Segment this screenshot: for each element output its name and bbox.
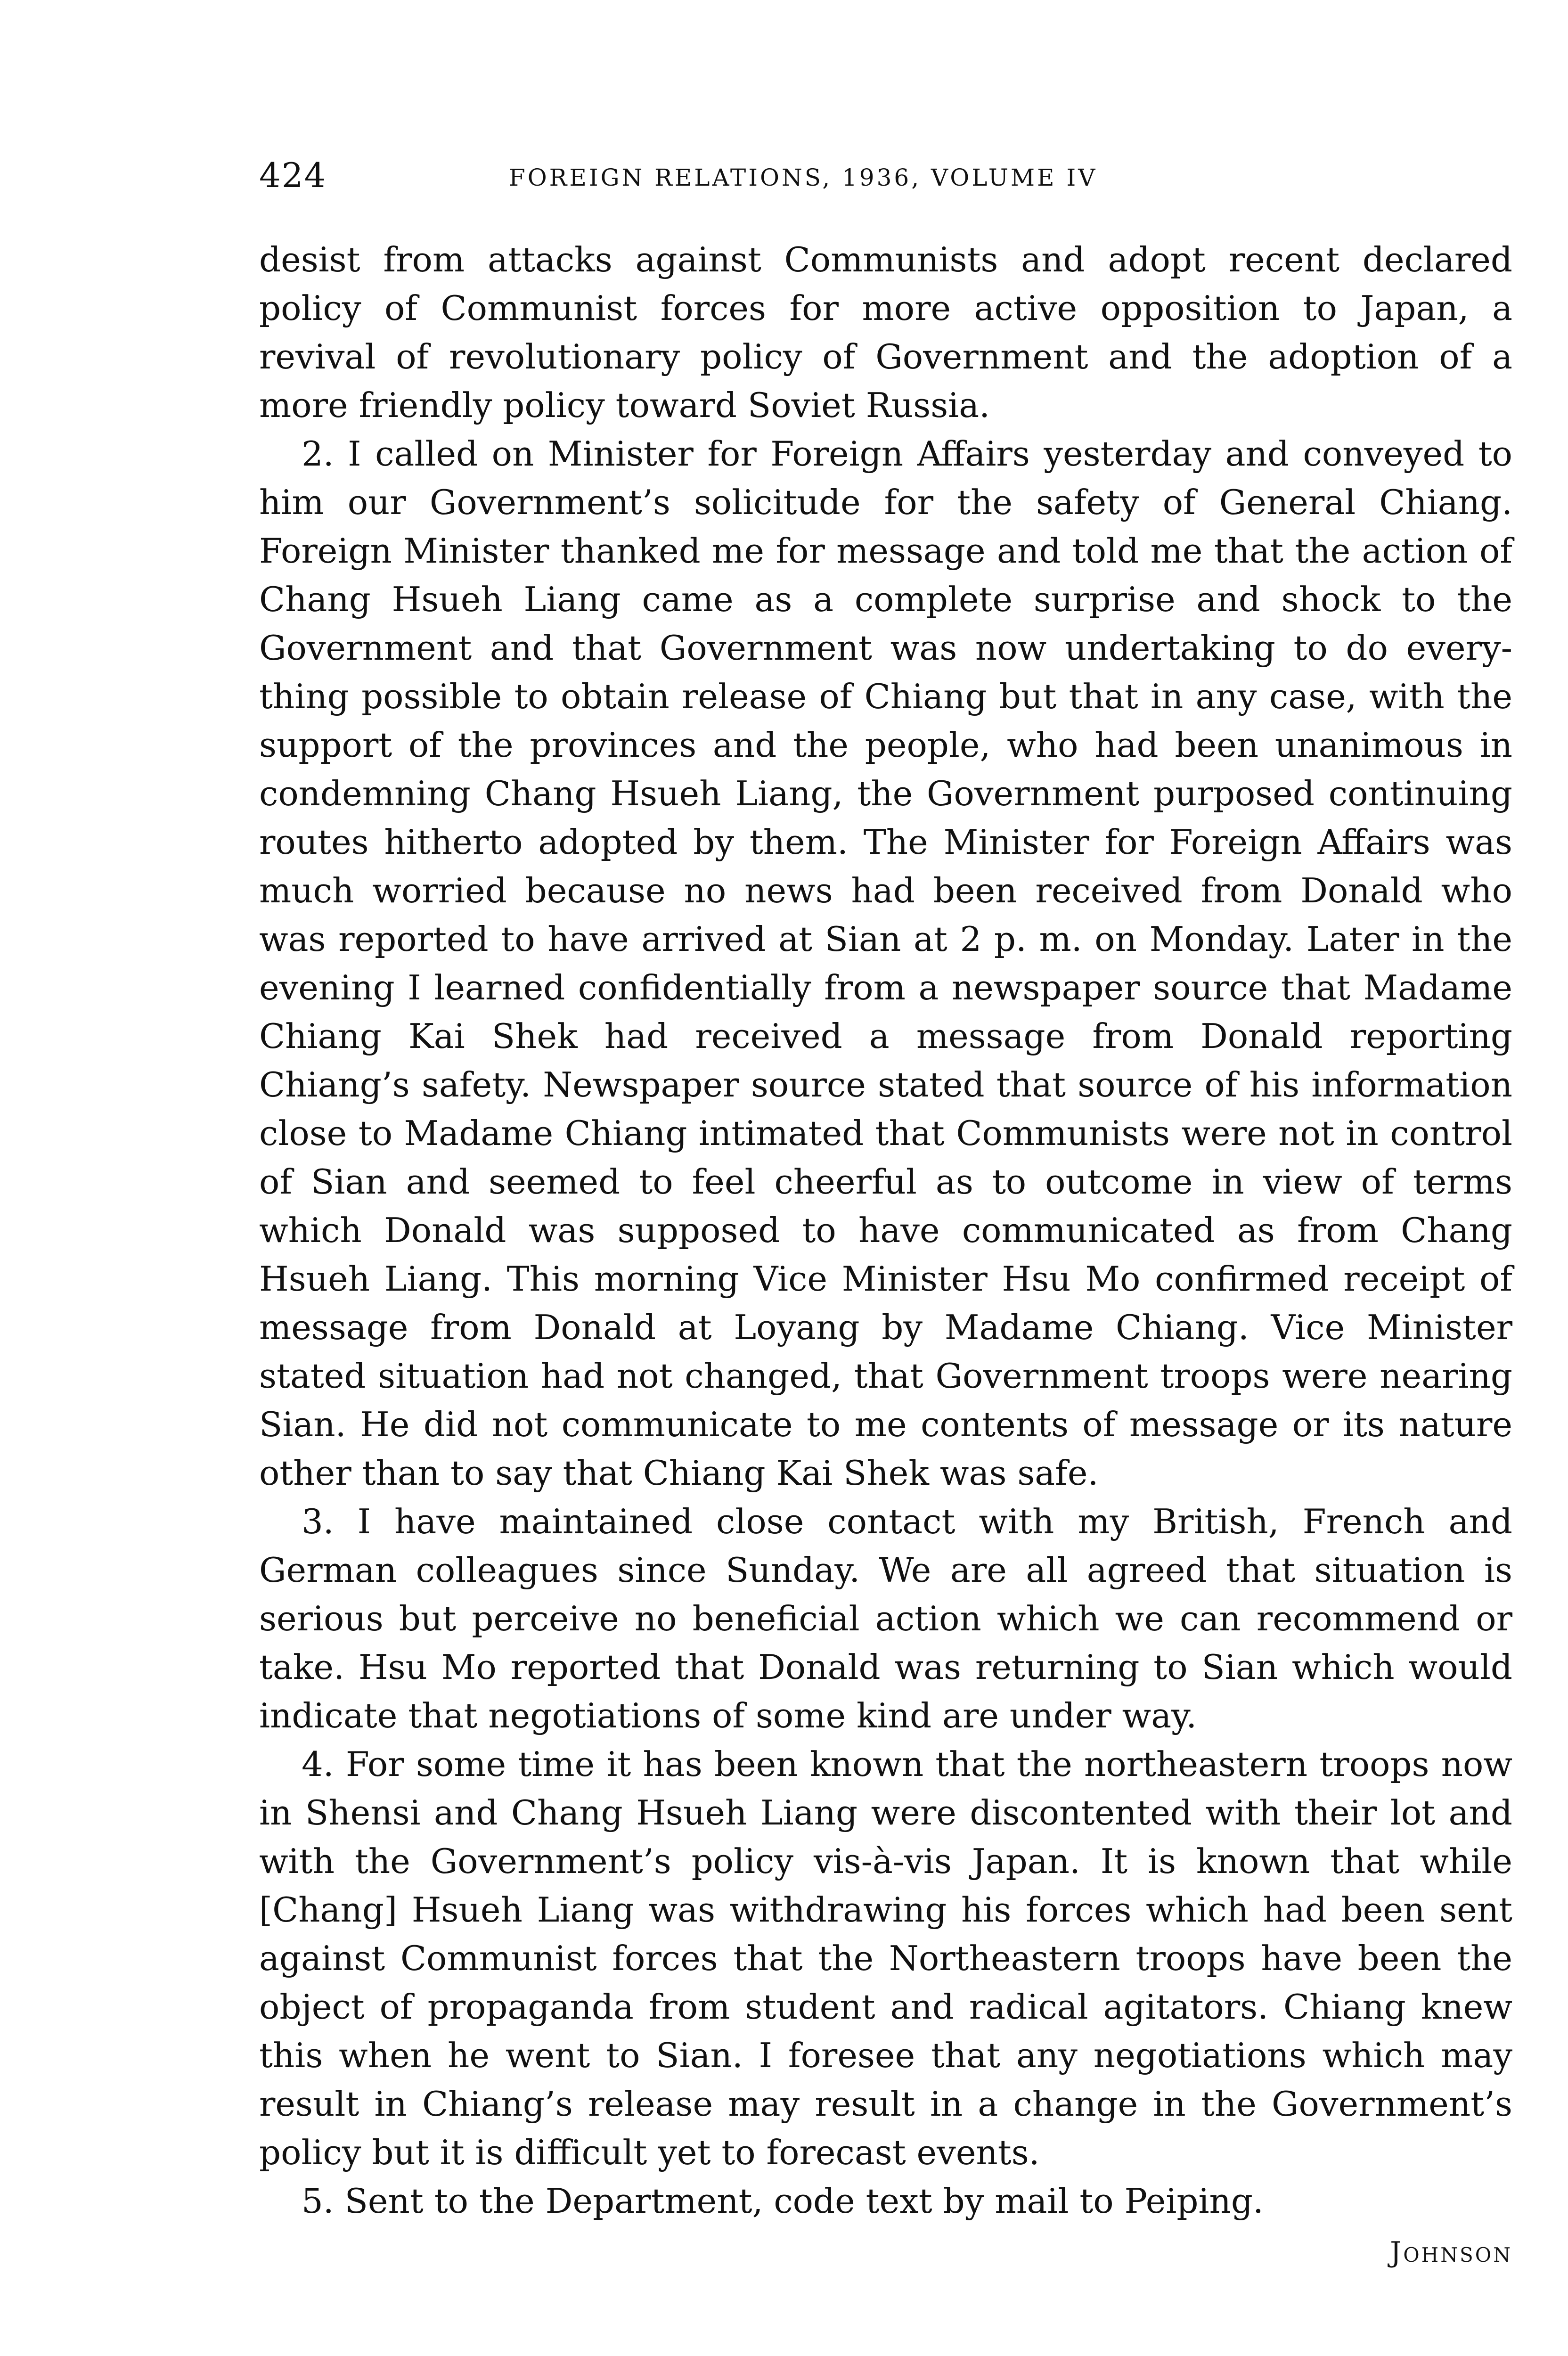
signature: Johnson bbox=[1390, 2236, 1512, 2269]
paragraph-continuation: desist from attacks against Communists and adopt recent declared policy of Communist forces for more active opposition to Japan, a revival of revolutionary policy of Government and the adoption of a more friendly policy toward Soviet Russia. bbox=[259, 240, 1512, 425]
body-text bbox=[259, 236, 1512, 2225]
paragraph-2: 2. I called on Minister for Foreign Affairs yesterday and conveyed to him our Government’s solicitude for the safety of General Chiang. Foreign Minister thanked me for message and told me that the action of Chang Hsueh Liang came as a complete surprise and shock to the Government and that Government was now undertaking to do everything possible to obtain release of Chiang but that in any case, with the support of the provinces and the people, who had been unanimous in condemning Chang Hsueh Liang, the Government purposed continuing routes hitherto adopted by them. The Minister for Foreign Affairs was much worried because no news had been received from Donald who was reported to have arrived at Sian at 2 p. m. on Monday. Later in the evening I learned confidentially from a newspaper source that Madame Chiang Kai Shek had received a message from Donald reporting Chiang’s safety. Newspaper source stated that source of his information close to Madame Chiang intimated that Communists were not in control of Sian and seemed to feel cheerful as to outcome in view of terms which Donald was supposed to have communicated as from Chang Hsueh Liang. This morning Vice Minister Hsu Mo confirmed receipt of message from Donald at Loyang by Madame Chiang. Vice Minister stated situation had not changed, that Government troops were nearing Sian. He did not communicate to me contents of message or its nature other than to say that Chiang Kai Shek was safe. bbox=[259, 434, 1512, 1493]
paragraph-5: 5. Sent to the Department, code text by mail to Peiping. bbox=[302, 2181, 1264, 2221]
document-page bbox=[259, 155, 1512, 2269]
running-head bbox=[259, 155, 1512, 207]
running-head-title: FOREIGN RELATIONS, 1936, VOLUME IV bbox=[509, 164, 1098, 191]
paragraph-3: 3. I have maintained close contact with my British, French and German colleagues since Sunday. We are all agreed that situation is serious but perceive no beneficial action which we can recommend or take. Hsu Mo reported that Donald was returning to Sian which would indicate that negotiations of some kind are under way. bbox=[259, 1502, 1512, 1735]
paragraph-4: 4. For some time it has been known that the northeastern troops now in Shensi and Chang Hsueh Liang were discontented with their lot and with the Government’s policy vis-à-vis Japan. It is known that while [Chang] Hsueh Liang was withdrawing his forces which had been sent against Communist forces that the Northeastern troops have been the object of propaganda from student and radical agitators. Chiang knew this when he went to Sian. I foresee that any negotiations which may result in Chiang’s release may result in a change in the Government’s policy but it is difficult yet to forecast events. bbox=[259, 1744, 1512, 2172]
page-number: 424 bbox=[259, 155, 327, 195]
